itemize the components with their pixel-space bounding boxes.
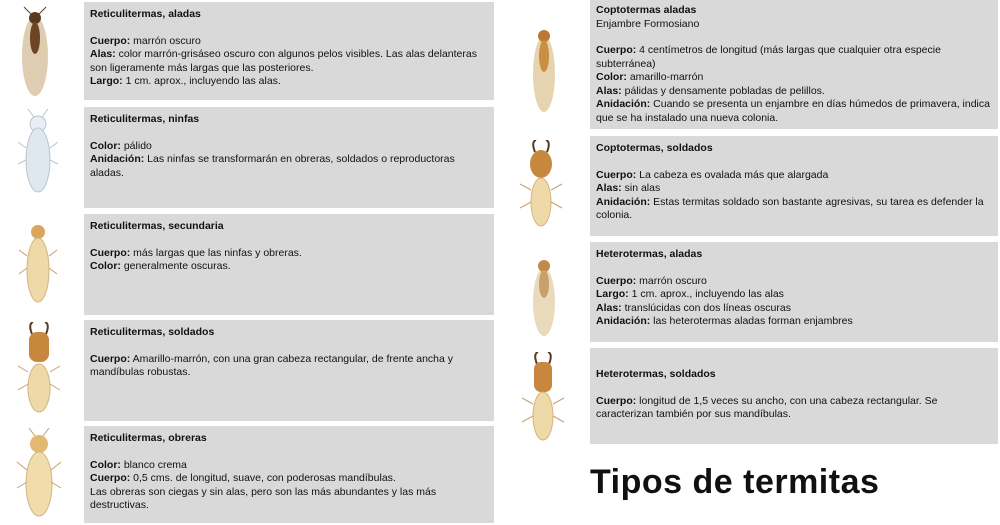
field-value: 1 cm. aprox., incluyendo las alas.: [125, 75, 281, 87]
field-label: Largo:: [90, 75, 123, 87]
card-title: Heterotermas, aladas: [596, 248, 703, 260]
soldier-termite-icon: [518, 140, 564, 232]
card-title: Reticulitermas, secundaria: [90, 220, 224, 232]
field-label: Largo:: [596, 288, 629, 300]
field-label: Alas:: [596, 301, 622, 314]
field-value: longitud de 1,5 veces su ancho, con una cabeza rectangular. Se caracterizan también por sus mandíbulas.: [596, 394, 938, 420]
card-reticulitermas-soldados: [84, 320, 494, 421]
card-coptotermas-aladas: [590, 0, 998, 129]
winged-termite-icon: [12, 4, 58, 100]
winged-termite-icon: [524, 20, 564, 116]
field-value: Amarillo-marrón, con una gran cabeza rectangular, de frente ancha y mandíbulas robustas.: [90, 352, 454, 378]
field-label: Anidación:: [596, 315, 651, 327]
card-heterotermas-soldados: [590, 348, 998, 444]
field-label: Cuerpo:: [90, 472, 131, 484]
field-label: Color:: [90, 458, 121, 471]
field-value: sin alas: [624, 182, 661, 194]
field-value: Cuando se presenta un enjambre en días húmedos de primavera, indica que se ha instalado una nueva colonia.: [596, 98, 990, 124]
field-label: Anidación:: [596, 195, 651, 208]
card-reticulitermas-aladas: [84, 2, 494, 100]
card-title: Reticulitermas, ninfas: [90, 113, 200, 125]
field-label: Color:: [90, 260, 121, 272]
field-label: Cuerpo:: [596, 44, 637, 56]
field-value: translúcidas con dos líneas oscuras: [624, 301, 791, 314]
field-value: color marrón-grisáseo oscuro con algunos pelos visibles. Las alas delanteras son ligeramente más largas que las posteriores.: [90, 48, 477, 74]
field-value: Las obreras son ciegas y sin alas, pero son las más abundantes y las más destructivas.: [90, 485, 437, 511]
field-value: Estas termitas soldado son bastante agresivas, su tarea es defender la colonia.: [596, 195, 984, 221]
field-value: amarillo-marrón: [629, 71, 704, 83]
card-reticulitermas-ninfas: [84, 107, 494, 208]
field-label: Cuerpo:: [90, 246, 131, 259]
card-title: Reticulitermas, soldados: [90, 326, 215, 338]
field-value: 1 cm. aprox., incluyendo las alas: [631, 288, 784, 300]
field-label: Cuerpo:: [90, 352, 131, 365]
card-title: Reticulitermas, aladas: [90, 8, 201, 20]
field-value: pálidas y densamente pobladas de pelillos.: [624, 84, 825, 97]
worker-termite-icon: [16, 428, 62, 522]
card-reticulitermas-secundaria: [84, 214, 494, 315]
field-value: La cabeza es ovalada más que alargada: [639, 168, 829, 181]
field-label: Color:: [596, 71, 627, 83]
field-value: blanco crema: [123, 458, 187, 471]
card-heterotermas-aladas: [590, 242, 998, 342]
card-coptotermas-soldados: [590, 136, 998, 236]
card-reticulitermas-obreras: [84, 426, 494, 523]
field-value: las heterotermas aladas forman enjambres: [653, 315, 853, 327]
winged-termite-icon: [524, 252, 564, 340]
field-label: Color:: [90, 139, 121, 152]
card-title: Reticulitermas, obreras: [90, 432, 207, 444]
field-value: 0,5 cms. de longitud, suave, con poderosas mandíbulas.: [133, 472, 396, 484]
field-value: más largas que las ninfas y obreras.: [133, 246, 302, 259]
card-title: Heterotermas, soldados: [596, 368, 716, 380]
field-value: 4 centímetros de longitud (más largas que cualquier otra especie subterránea): [596, 44, 941, 70]
card-title: Coptotermas aladas: [596, 4, 697, 16]
card-subtitle: Enjambre Formosiano: [596, 17, 700, 30]
field-value: Las ninfas se transformarán en obreras, soldados o reproductoras aladas.: [90, 153, 455, 179]
field-label: Alas:: [596, 84, 622, 97]
field-label: Alas:: [596, 182, 622, 194]
field-label: Alas:: [90, 48, 116, 60]
secondary-termite-icon: [18, 218, 58, 310]
field-label: Anidación:: [596, 98, 651, 110]
soldier-termite-icon: [520, 352, 566, 444]
field-label: Cuerpo:: [596, 168, 637, 181]
field-value: marrón oscuro: [133, 34, 201, 47]
field-label: Cuerpo:: [596, 274, 637, 287]
page-title: Tipos de termitas: [590, 463, 880, 501]
field-label: Anidación:: [90, 153, 145, 165]
field-value: pálido: [123, 139, 152, 152]
nymph-termite-icon: [18, 108, 58, 206]
field-label: Cuerpo:: [90, 34, 131, 47]
soldier-termite-icon: [16, 322, 62, 416]
field-value: generalmente oscuras.: [123, 260, 231, 272]
field-label: Cuerpo:: [596, 394, 637, 407]
field-value: marrón oscuro: [639, 274, 707, 287]
card-title: Coptotermas, soldados: [596, 142, 713, 154]
